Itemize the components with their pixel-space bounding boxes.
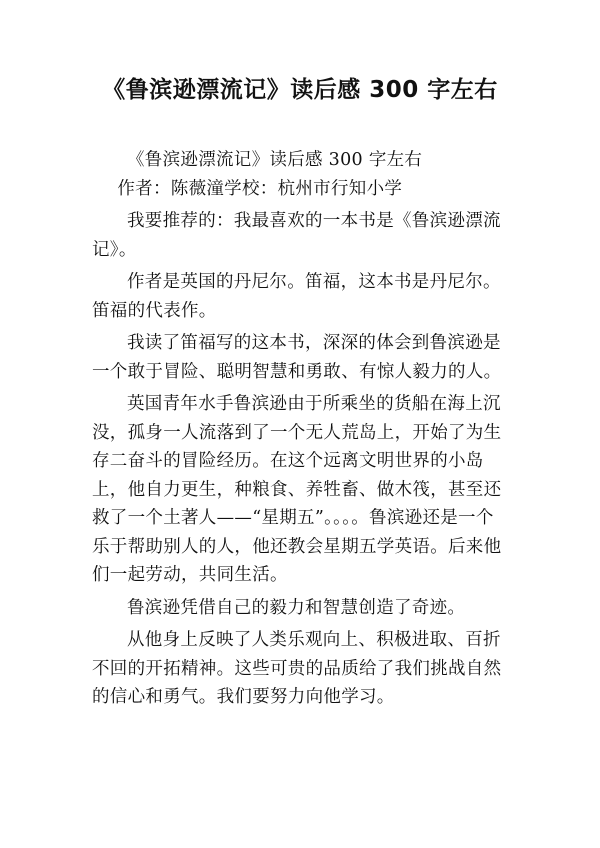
subtitle-line: 《鲁滨逊漂流记》读后感 300 字左右 — [127, 150, 423, 170]
document-title: 《鲁滨逊漂流记》读后感 300 字左右 — [102, 77, 498, 103]
author-line: 作者：陈薇潼学校：杭州市行知小学 — [117, 178, 403, 199]
paragraph: 我读了笛福写的这本书，深深的体会到鲁滨逊是一个敢于冒险、聪明智慧和勇敢、有惊人毅力的人。 — [92, 333, 502, 382]
paragraph: 作者是英国的丹尼尔。笛福，这本书是丹尼尔。笛福的代表作。 — [92, 272, 501, 321]
paragraph: 鲁滨逊凭借自己的毅力和智慧创造了奇迹。 — [127, 597, 466, 618]
paragraph: 从他身上反映了人类乐观向上、积极进取、百折不回的开拓精神。这些可贵的品质给了我们挑战自然的信心和勇气。我们要努力向他学习。 — [92, 630, 502, 707]
paragraph: 我要推荐的：我最喜欢的一本书是《鲁滨逊漂流记》。 — [92, 211, 501, 260]
paragraph: 英国青年水手鲁滨逊由于所乘坐的货船在海上沉没，孤身一人流落到了一个无人荒岛上，开始了为生存二奋斗的冒险经历。在这个远离文明世界的小岛上，他自力更生，种粮食、养牲畜、做木筏，甚至还救了一个土著人——“星期五”。。。。鲁滨逊还是一个乐于帮助别人的人，他还教会星期五学英语。后来他们一起劳动，共同生活。 — [92, 394, 502, 585]
document-body — [92, 146, 504, 716]
